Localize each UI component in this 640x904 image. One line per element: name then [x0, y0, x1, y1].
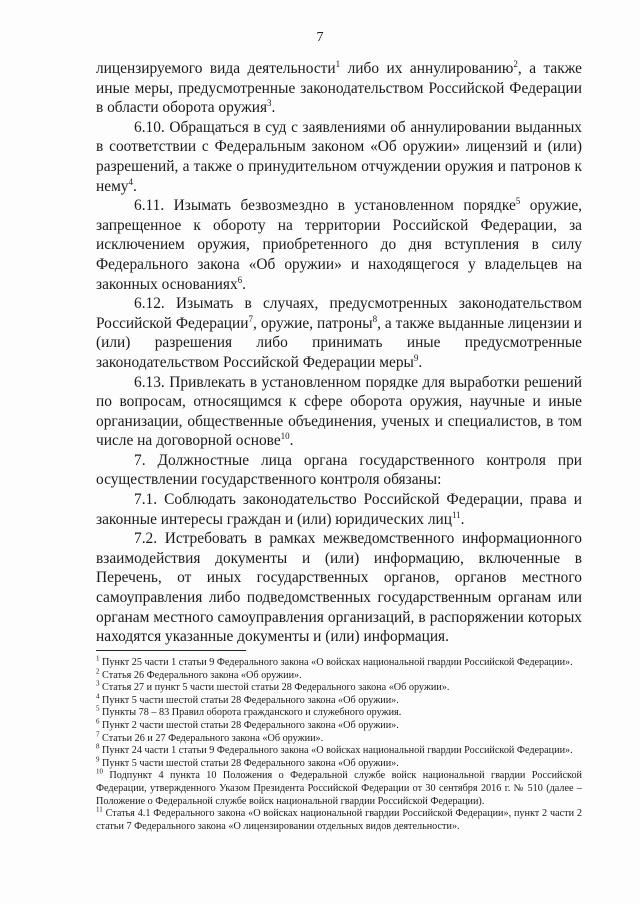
footnote-text: Статьи 26 и 27 Федерального закона «Об оружии».	[99, 732, 324, 744]
footnote-number: 3	[96, 679, 100, 688]
footnote-number: 6	[96, 717, 100, 726]
paragraph	[96, 118, 582, 196]
footnote	[96, 679, 582, 695]
paragraph-text: .	[133, 177, 137, 195]
paragraph-text: 6.12. Изымать в случаях, предусмотренных законодательством Российской Федерации	[96, 295, 582, 332]
footnote-reference: 7	[248, 313, 253, 324]
paragraph-text: 7.1. Соблюдать законодательство Российской Федерации, права и законные интересы граждан и (или) юридических лиц	[96, 491, 582, 528]
paragraph-text: .	[271, 99, 276, 117]
paragraph-text: 6.11. Изымать безвозмездно в установленном порядке	[134, 197, 516, 215]
footnote-number: 8	[96, 742, 100, 751]
paragraph	[96, 490, 582, 529]
footnote-number: 7	[96, 730, 100, 739]
footnotes	[96, 654, 582, 833]
footnote	[96, 692, 582, 708]
paragraph	[96, 196, 582, 294]
paragraph-text: , а также выданные лицензии и (или) разрешения либо принимать иные предусмотренные законодательством Российской Федерации меры	[96, 314, 582, 371]
paragraph-text: либо их аннулированию	[340, 60, 514, 77]
main-text	[96, 59, 582, 647]
paragraph-text: 7.2. Истребовать в рамках межведомственного информационного взаимодействия документы и (или) информацию, включенные в Перечень, от иных государственных органов, органов местного самоуправления либо подведомственных государственным органам или органам местного самоуправления организаций, в распоряжении которых находятся указанные документы и (или) информация.	[96, 530, 582, 646]
paragraph-text: 7. Должностные лица органа государственного контроля при осуществлении государственного контроля обязаны:	[96, 451, 582, 489]
footnote	[96, 667, 582, 683]
footnote-text: Пункт 25 части 1 статьи 9 Федерального закона «О войсках национальной гвардии Российской Федерации».	[99, 657, 573, 668]
footnote-reference: 4	[128, 176, 134, 187]
footnote-text: Пункты 78 – 83 Правил оборота гражданского и служебного оружия.	[99, 707, 402, 719]
footnote-reference: 5	[515, 196, 521, 207]
paragraph	[96, 529, 582, 647]
paragraph-text: 6.13. Привлекать в установленном порядке для выработки решений по вопросам, относящимся к сфере оборота оружия, научные и иные организации, общественные объединения, ученых и специалистов, в том числе на договорной основе	[96, 373, 582, 450]
footnote-text: Пункт 24 части 1 статьи 9 Федерального закона «О войсках национальной гвардии Российской Федерации».	[99, 745, 573, 757]
footnote-reference: 9	[413, 352, 419, 363]
paragraph-text: .	[460, 510, 465, 528]
paragraph-text: , а также иные меры, предусмотренные законодательством Российской Федерации в области оборота оружия	[96, 60, 583, 117]
footnote-text: Пункт 2 части шестой статьи 28 Федерального закона «Об оружии».	[99, 719, 399, 731]
footnote-number: 1	[96, 654, 100, 663]
paragraph-text: лицензируемого вида деятельности	[96, 60, 336, 77]
footnote-reference: 10	[280, 431, 290, 442]
footnote-number: 10	[96, 767, 103, 776]
footnote	[96, 767, 582, 808]
footnote-reference: 1	[335, 58, 341, 69]
footnote-text: Пункт 5 части шестой статьи 28 Федерального закона «Об оружии».	[99, 757, 399, 769]
footnote-text: Статья 4.1 Федерального закона «О войсках национальной гвардии Российской Федерации», пункт 2 части 2 статьи 7 Федерального закона «О лицензировании отдельных видов деятельности».	[96, 808, 582, 832]
footnote-number: 2	[96, 667, 100, 676]
footnote	[96, 730, 582, 746]
paragraph-text: 6.10. Обращаться в суд с заявлениями об аннулировании выданных в соответствии с Федеральным законом «Об оружии» лицензий и (или) разрешений, а также о принудительном отчуждении оружия и патронов к нему	[96, 118, 582, 195]
paragraph	[96, 294, 582, 372]
footnote-text: Пункт 5 части шестой статьи 28 Федерального закона «Об оружии».	[99, 694, 399, 706]
footnote	[96, 805, 582, 833]
paragraph-text: .	[418, 353, 423, 371]
footnote-reference: 3	[267, 98, 272, 109]
footnote-reference: 6	[237, 274, 243, 285]
footnote-number: 9	[96, 755, 100, 764]
footnote	[96, 654, 582, 670]
footnote	[96, 755, 582, 771]
footnote-reference: 11	[452, 509, 461, 520]
paragraph-text: оружие, запрещенное к обороту на территории Российской Федерации, за исключением оружия, приобретенного до дня вступления в силу Федерального закона «Об оружии» и находящегося у владельцев на законных основаниях	[96, 197, 582, 293]
footnote-reference: 2	[513, 58, 518, 69]
paragraph	[96, 373, 582, 451]
footnote-text: Подпункт 4 пункта 10 Положения о Федеральной службе войск национальной гвардии Российской Федерации, утвержденного Указом Президента Российской Федерации от 30 сентября 2016 г. № 510 (далее – Положение о Федеральной службе войск национальной гвардии Российской Федерации).	[96, 770, 582, 807]
footnote-text: Статья 27 и пункт 5 части шестой статьи 28 Федерального закона «Об оружии».	[99, 682, 450, 694]
footnote-number: 5	[96, 704, 100, 713]
footnote-number: 11	[96, 805, 103, 814]
paragraph-text: , оружие, патроны	[253, 314, 373, 332]
footnote	[96, 717, 582, 733]
footnote-text: Статья 26 Федерального закона «Об оружии».	[99, 669, 302, 681]
footnote-separator	[96, 650, 246, 651]
page-number: 7	[316, 30, 324, 45]
footnote-reference: 8	[372, 313, 378, 324]
paragraph-text: .	[289, 432, 294, 450]
paragraph-text: .	[242, 275, 247, 293]
paragraph	[96, 451, 582, 490]
paragraph	[96, 59, 582, 118]
footnote-number: 4	[96, 692, 100, 701]
footnote	[96, 742, 582, 758]
footnote	[96, 704, 582, 720]
